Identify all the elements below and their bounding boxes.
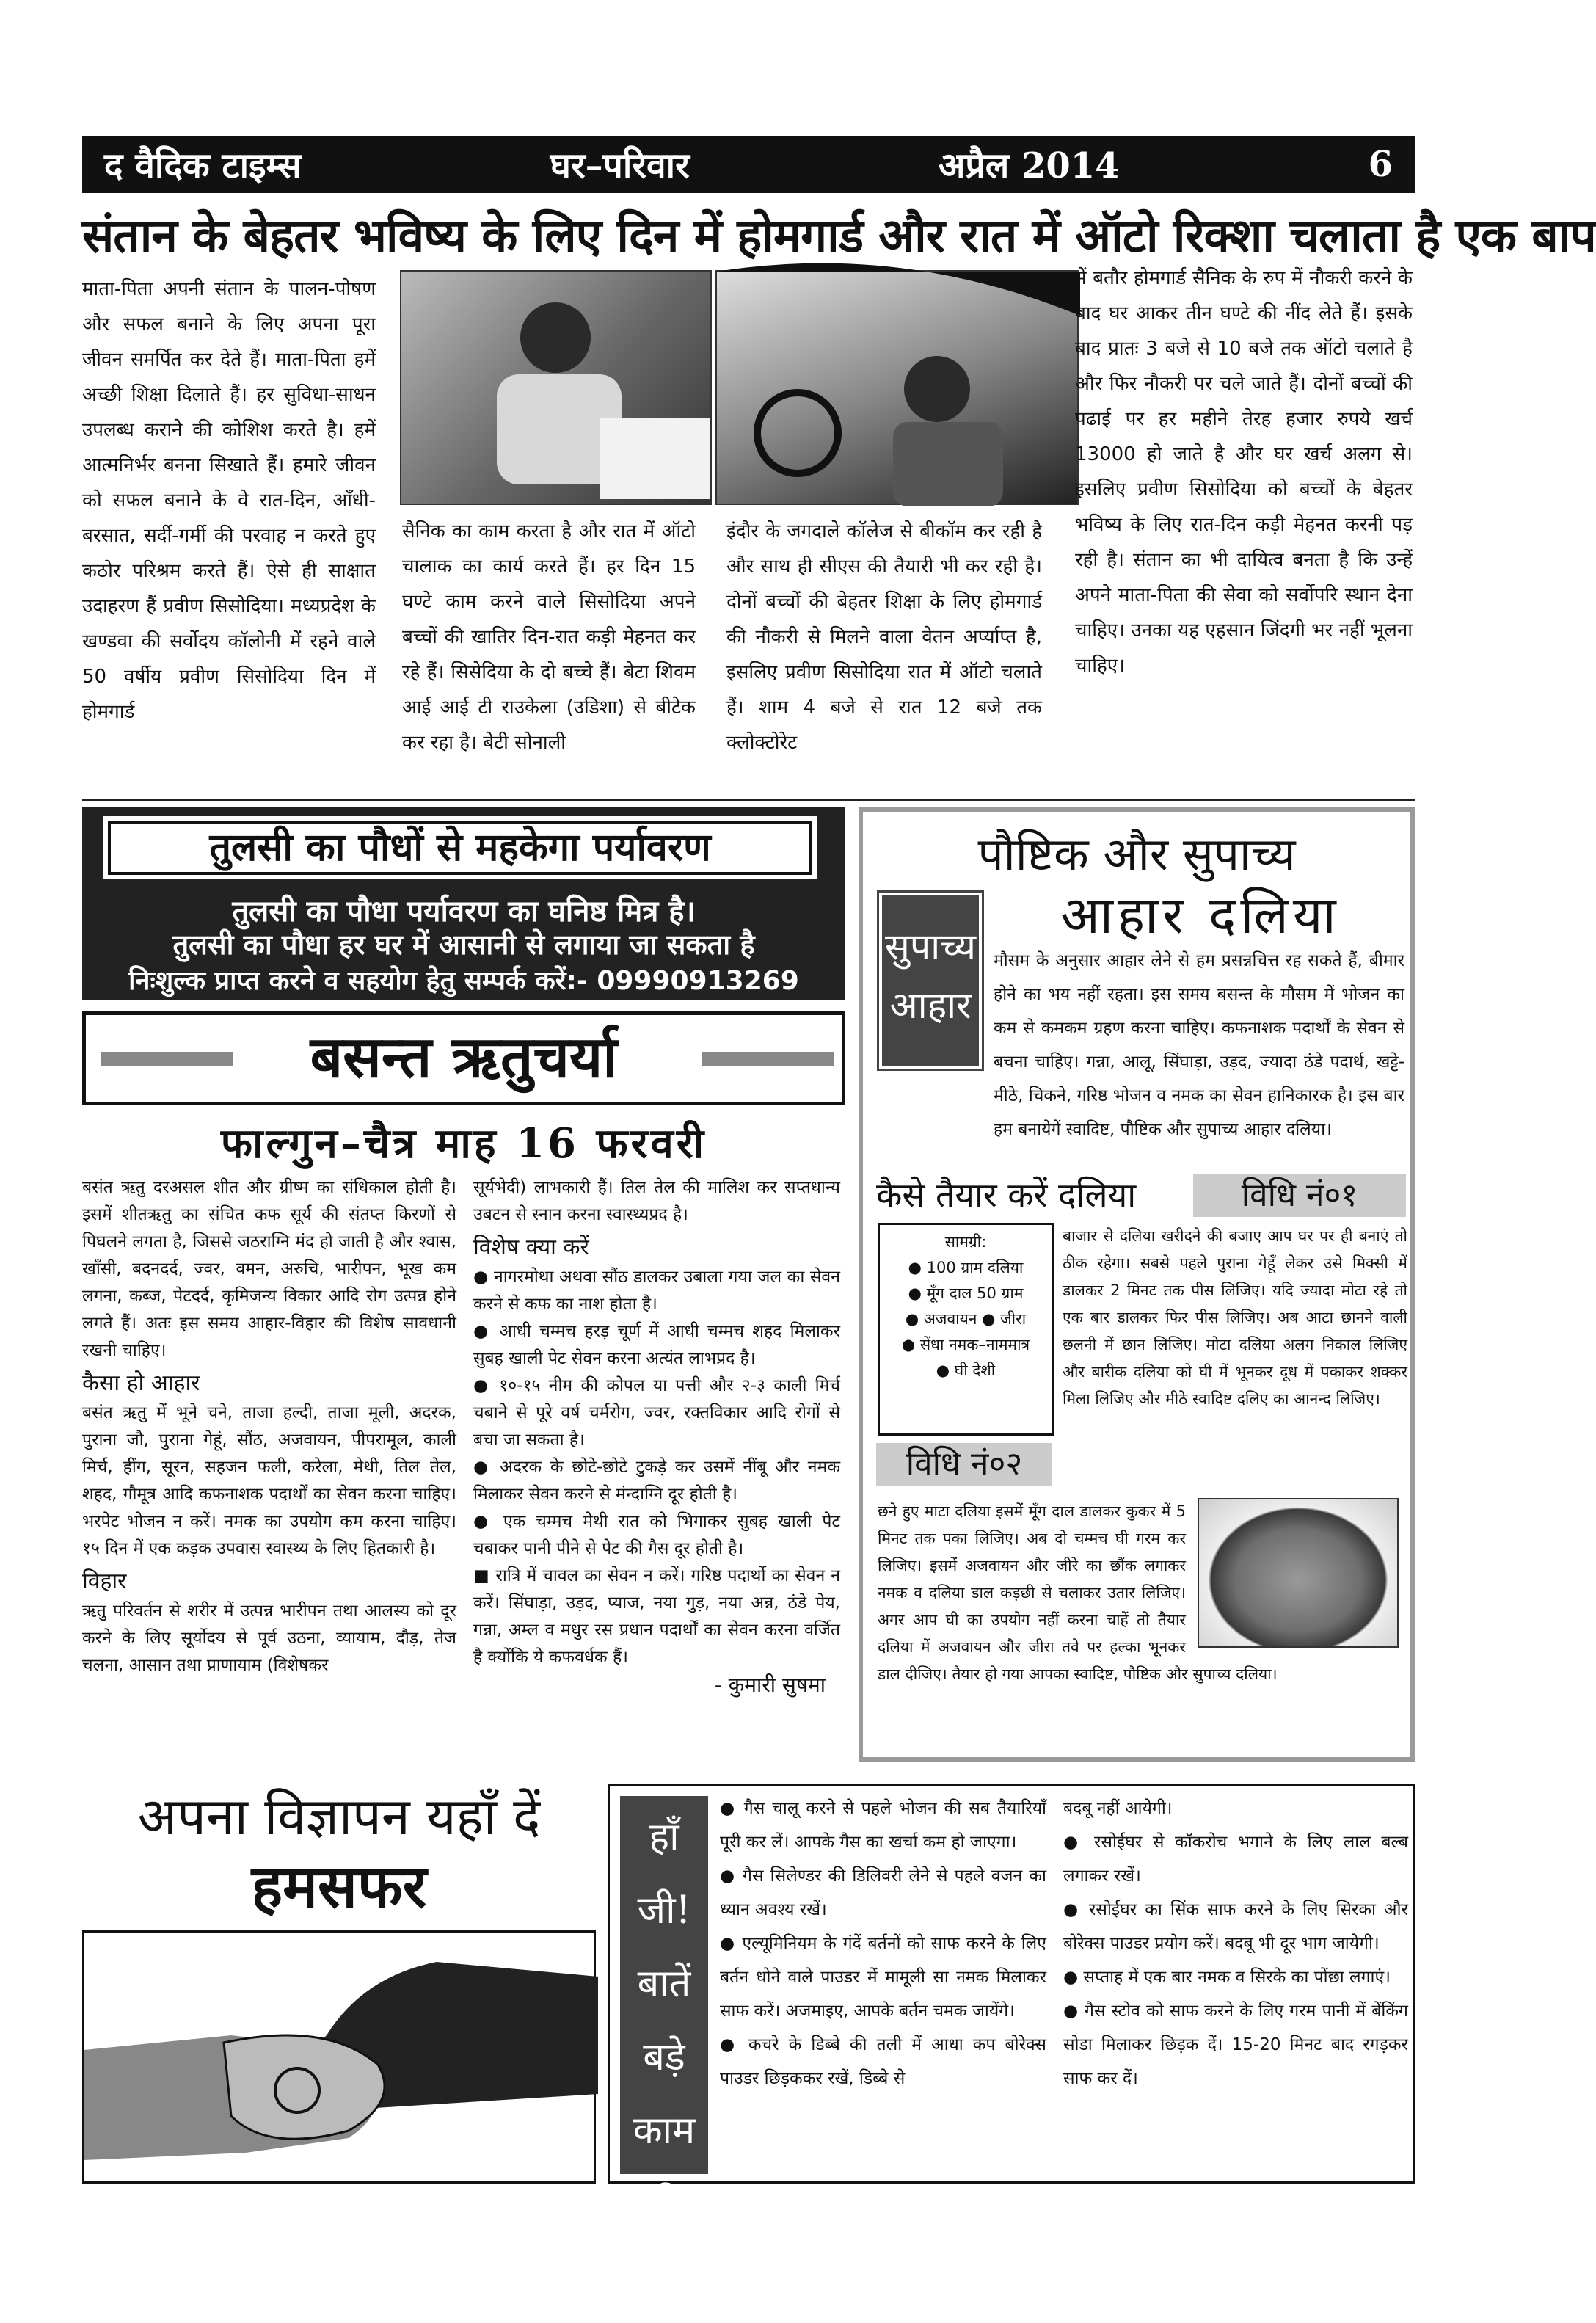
bullet-text: रात्रि में चावल का सेवन न करें। गरिष्ठ पदार्थो का सेवन न करें। सिंघाड़ा, उड़द, प्याज, नया गुड़, नया अन्न, ठंडे पेय, गन्ना, अम्ल व मधुर रस प्रधान पदार्थों का सेवन करना वर्जित है क्योंकि ये कफवर्धक हैं। xyxy=(473,1566,840,1667)
tip-item: ● सप्ताह में एक बार नमक व सिरके का पोंछा लगाएं। xyxy=(1063,1968,1391,1987)
section-divider xyxy=(82,799,1415,801)
tip-item: ● गैस सिलेण्डर की डिलिवरी लेने से पहले वजन का ध्यान अवश्य रखें। xyxy=(720,1866,1046,1919)
issue-date: अप्रैल 2014 xyxy=(938,145,1120,186)
tips-col-1 xyxy=(720,1792,1046,2181)
bullet-item: ● १०-१५ नीम की कोपल या पत्ती और २-३ काली मिर्च चबाने से पूरे वर्ष चर्मरोग, ज्वर, रक्तविकार आदि रोगों से बचा जा सकता है। xyxy=(473,1376,840,1450)
tip-item: ● रसोईघर से कॉकरोच भगाने के लिए लाल बल्ब लगाकर रखें। xyxy=(1063,1833,1408,1886)
how-heading: कैसे तैयार करें दलिया xyxy=(876,1175,1137,1215)
special-heading: विशेष क्या करें xyxy=(473,1235,589,1260)
basant-subtitle: फाल्गुन–चैत्र माह 16 फरवरी xyxy=(220,1119,707,1168)
daliya-intro-text: मौसम के अनुसार आहार लेने से हम प्रसन्नचित्त रह सकते हैं, बीमार होने का भय नहीं रहता। इस समय बसन्त के मौसम में भोजन का कम से कमकम ग्रहण करना चाहिए। कफनाशक पदार्थों के सेवन से बचना चाहिए। गन्ना, आलू, सिंघाड़ा, उड़द, ज्यादा ठंडे पदार्थ, खट्टे-मीठे, चिकने, गरिष्ठ भोजन व नमक का सेवन हानिकारक है। इस बार हम बनायेगें स्वादिष्ट, पौष्टिक और सुपाच्य आहार दलिया। xyxy=(994,951,1404,1139)
method-2-wrap xyxy=(878,1498,1399,1740)
handshake-illustration xyxy=(82,1930,596,2184)
handshake-icon xyxy=(84,1933,598,2186)
tip-text: गैस चालू करने से पहले भोजन की सब तैयारियाँ पूरी कर लें। आपके गैस का खर्चा कम हो जाएगा। xyxy=(720,1799,1046,1852)
ingredient-text: मूँग दाल 50 ग्राम xyxy=(926,1284,1024,1302)
tip-item: ● गैस चालू करने से पहले भोजन की सब तैयारियाँ पूरी कर लें। आपके गैस का खर्चा कम हो जाएगा। xyxy=(720,1799,1046,1852)
basant-col-2 xyxy=(473,1174,840,1754)
page-number: 6 xyxy=(1368,144,1393,185)
ingredient-item: ● घी देशी xyxy=(936,1362,996,1379)
bullet-text: एक चम्मच मेथी रात को भिगाकर सुबह खाली पेट चबाकर पानी पीने से पेट की गैस दूर होती है। xyxy=(473,1512,840,1558)
bullet-item: ■ रात्रि में चावल का सेवन न करें। गरिष्ठ पदार्थो का सेवन न करें। सिंघाड़ा, उड़द, प्याज, नया गुड़, नया अन्न, ठंडे पेय, गन्ना, अम्ल व मधुर रस प्रधान पदार्थों का सेवन करना वर्जित है क्योंकि ये कफवर्धक हैं। xyxy=(473,1566,840,1667)
lead-col-4: में बतौर होमगार्ड सैनिक के रुप में नौकरी करने के बाद घर आकर तीन घण्टे की नींद लेते हैं। इसके बाद प्रातः 3 बजे से 10 बजे तक ऑटो चलाते है और फिर नौकरी पर चले जाते हैं। दोनों बच्चों की पढाई पर हर महीने तेरह हजार रुपये खर्च 13000 हो जाते है और घर खर्च अलग से। इसलिए प्रवीण सिसोदिया को बच्चों के बेहतर भविष्य के लिए रात-दिन कड़ी मेहनत करनी पड़ रही है। संतान का भी दायित्व बनता है कि उन्हें अपने माता-पिता की सेवा को सर्वोपरि स्थान देना चाहिए। उनका यह एहसान जिंदगी भर नहीं भूलना चाहिए। xyxy=(1075,267,1413,677)
ahar-heading: कैसा हो आहार xyxy=(82,1370,200,1396)
daliya-box xyxy=(859,807,1415,1762)
supachya-ahar-label xyxy=(879,893,982,1069)
label-line-2: आहार xyxy=(889,984,972,1027)
ingredients-heading: सामग्री: xyxy=(944,1233,987,1251)
photo-auto-rickshaw-figure xyxy=(717,272,1080,506)
ingredient-text: जीरा xyxy=(1000,1310,1027,1328)
bullet-text: १०-१५ नीम की कोपल या पत्ती और २-३ काली मिर्च चबाने से पूरे वर्ष चर्मरोग, ज्वर, रक्तविकार आदि रोगों से बचा जा सकता है। xyxy=(473,1376,840,1450)
tulsi-ad-line-1: तुलसी का पौधा पर्यावरण का घनिष्ठ मित्र है। xyxy=(232,894,696,928)
basant-col2-top: सूर्यभेदी) लाभकारी हैं। तिल तेल की मालिश कर सप्तधान्य उबटन से स्नान करना स्वास्थ्यप्रद है। xyxy=(473,1178,840,1224)
ahar-text: बसंत ऋतु में भूने चने, ताजा हल्दी, ताजा मूली, अदरक, पुराना जौ, पुराना गेहूं, सौंठ, अजवायन, पीपरामूल, काली मिर्च, हींग, सूरन, सहजन फली, करेला, मेथी, तिल तेल, शहद, गौमूत्र आदि कफनाशक पदार्थों का सेवन करना चाहिए। भरपेट भोजन न करें। नमक का उपयोग कम करना चाहिए। १५ दिन में एक कड़क उपवास स्वास्थ्य के लिए हितकारी है। xyxy=(82,1403,456,1558)
photo-homeguard-phone-figure xyxy=(401,272,713,506)
ad-line-1: अपना विज्ञापन यहाँ दें xyxy=(137,1786,541,1847)
bullet-text: नागरमोथा अथवा सौंठ डालकर उबाला गया जल का सेवन करने से कफ का नाश होता है। xyxy=(473,1268,840,1314)
tulsi-ad-contact: निःशुल्क प्राप्त करने व सहयोग हेतु सम्पर्क करें:- 09990913269 xyxy=(128,966,799,996)
tips-box xyxy=(608,1784,1415,2226)
vihar-text: ऋतु परिवर्तन से शरीर में उत्पन्न भारीपन तथा आलस्य को दूर करने के लिए सूर्योदय से पूर्व उठना, व्यायाम, दौड़, तेज चलना, आसान तथा प्राणायाम (विशेषकर xyxy=(82,1602,456,1675)
method-1-label: विधि नं०१ xyxy=(1193,1174,1406,1217)
lead-col-1: माता-पिता अपनी संतान के पालन-पोषण और सफल बनाने के लिए अपना पूरा जीवन समर्पित कर देते हैं। माता-पिता हमें अच्छी शिक्षा दिलाते हैं। हर सुविधा-साधन उपलब्ध कराने की कोशिश करते है। हमें आत्मनिर्भर बनना सिखाते हैं। हमारे जीवन को सफल बनाने के वे रात-दिन, आँधी-बरसात, सर्दी-गर्मी की परवाह न करते हुए कठोर परिश्रम करते हैं। ऐसे ही साक्षात उदाहरण हैं प्रवीण सिसोदिया। मध्यप्रदेश के खण्डवा की सर्वोदय कॉलोनी में रहने वाले 50 वर्षीय प्रवीण सिसोदिया दिन में होमगार्ड xyxy=(82,278,376,723)
tip-item: ● कचरे के डिब्बे की तली में आधा कप बोरेक्स पाउडर छिड़ककर रखें, डिब्बे से xyxy=(720,2035,1046,2088)
bullet-item: ● आधी चम्मच हरड़ चूर्ण में आधी चम्मच शहद मिलाकर सुबह खाली पेट सेवन करना अत्यंत लाभप्रद है। xyxy=(473,1322,840,1368)
paper-name: द वैदिक टाइम्स xyxy=(104,145,302,186)
bullet-text: आधी चम्मच हरड़ चूर्ण में आधी चम्मच शहद मिलाकर सुबह खाली पेट सेवन करना अत्यंत लाभप्रद है। xyxy=(473,1322,840,1368)
ingredient-item: ● अजवायन ● जीरा xyxy=(905,1310,1027,1328)
tip-item: ● एल्यूमिनियम के गंदें बर्तनों को साफ करने के लिए बर्तन धोने वाले पाउडर में मामूली सा नमक मिलाकर साफ करें। अजमाइए, आपके बर्तन चमक जायेंगे। xyxy=(720,1934,1046,2021)
tip-text: गैस सिलेण्डर की डिलिवरी लेने से पहले वजन का ध्यान अवश्य रखें। xyxy=(720,1866,1046,1919)
tips-label-1: हाँ जी! xyxy=(637,1815,691,1933)
tulsi-ad-title: तुलसी का पौधों से महकेगा पर्यावरण xyxy=(108,821,812,875)
ingredient-text: घी देशी xyxy=(954,1362,996,1379)
tip-text: रसोईघर से कॉकरोच भगाने के लिए लाल बल्ब लगाकर रखें। xyxy=(1063,1833,1408,1886)
tip-text: सप्ताह में एक बार नमक व सिरके का पोंछा लगाएं। xyxy=(1083,1968,1391,1987)
vihar-heading: विहार xyxy=(82,1568,127,1594)
tulsi-ad-line-2: तुलसी का पौधा हर घर में आसानी से लगाया जा सकता है xyxy=(172,928,755,961)
method-2-label: विधि नं०२ xyxy=(876,1443,1052,1486)
tip-text: गैस स्टोव को साफ करने के लिए गरम पानी में बेंकिंग सोडा मिलाकर छिड़क दें। 15-20 मिनट बाद रगड़कर साफ कर दें। xyxy=(1063,2002,1408,2088)
ingredient-text: सेंधा नमक–नाममात्र xyxy=(919,1336,1030,1353)
daliya-title-line-2: आहार दलिया xyxy=(1060,885,1341,945)
tips-label-5: की xyxy=(644,2182,684,2226)
basant-col-1 xyxy=(82,1174,456,1754)
bullet-item: ● एक चम्मच मेथी रात को भिगाकर सुबह खाली पेट चबाकर पानी पीने से पेट की गैस दूर होती है। xyxy=(473,1512,840,1558)
bullet-text: अदरक के छोटे-छोटे टुकड़े कर उसमें नींबू और नमक मिलाकर सेवन करने से मंन्दाग्नि दूर होती है। xyxy=(473,1458,840,1504)
masthead xyxy=(82,136,1415,193)
lead-headline: संतान के बेहतर भविष्य के लिए दिन में होमगार्ड और रात में ऑटो रिक्शा चलाता है एक बाप xyxy=(82,208,1596,263)
basant-intro: बसंत ऋतु दरअसल शीत और ग्रीष्म का संधिकाल होती है। इसमें शीतऋतु का संचित कफ सूर्य की संतप्त किरणों से पिघलने लगता है, जिससे जठराग्नि मंद हो जाती है और श्वास, खाँसी, बदनदर्द, ज्वर, वमन, अरुचि, भारीपन, भूख कम लगना, कब्ज, पेटदर्द, कृमिजन्य विकार आदि रोग उत्पन्न होने लगते हैं। अतः इस समय आहार-विहार की विशेष सावधानी रखनी चाहिए। xyxy=(82,1178,456,1360)
basant-title-box xyxy=(82,1011,845,1105)
ingredient-text: अजवायन xyxy=(923,1310,977,1328)
method-1-text: बाजार से दलिया खरीदने की बजाए आप घर पर ही बनाएं तो ठीक रहेगा। सबसे पहले पुराना गेहूँ लेकर उसे मिक्सी में डालकर 2 मिनट तक पीस लिजिए। यदि ज्यादा मोटा रहे तो एक बार डालकर फिर पीस लिजिए। अब आटा छानने वाली छलनी में छान लिजिए। मोटा दलिया अलग निकाल लिजिए और बारीक दलिया को घी में भूनकर दूध में पकाकर शक्कर मिला लिजिए और मीठे स्वादिष्ट दलिए का आनन्द लिजिए। xyxy=(1063,1227,1407,1408)
photo-auto-rickshaw xyxy=(715,270,1079,505)
ingredient-item: ● 100 ग्राम दलिया xyxy=(908,1259,1024,1276)
tip-text: एल्यूमिनियम के गंदें बर्तनों को साफ करने के लिए बर्तन धोने वाले पाउडर में मामूली सा नमक मिलाकर साफ करें। अजमाइए, आपके बर्तन चमक जायेंगे। xyxy=(720,1934,1046,2021)
tips-col-2 xyxy=(1063,1792,1408,2181)
tip-item: ● गैस स्टोव को साफ करने के लिए गरम पानी में बेंकिंग सोडा मिलाकर छिड़क दें। 15-20 मिनट बाद रगड़कर साफ कर दें। xyxy=(1063,2002,1408,2088)
ingredients-box xyxy=(878,1223,1054,1436)
basant-title: बसन्त ऋतुचर्या xyxy=(310,1024,618,1091)
author-credit: - कुमारी सुषमा xyxy=(714,1673,826,1697)
tip-text: रसोईघर का सिंक साफ करने के लिए सिरका और बोरेक्स पाउडर प्रयोग करें। बदबू भी दूर भाग जायेगी। xyxy=(1063,1900,1408,1953)
tips-label-3: बड़े xyxy=(643,2035,685,2079)
ingredient-text: 100 ग्राम दलिया xyxy=(926,1259,1024,1276)
tips-label-2: बातें xyxy=(637,1962,691,2006)
lead-col-2: सैनिक का काम करता है और रात में ऑटो चालाक का कार्य करते हैं। हर दिन 15 घण्टे काम करने वाले सिसोदिया अपने बच्चों की खातिर दिन-रात कड़ी मेहनत कर रहे हैं। सिसेदिया के दो बच्चे हैं। बेटा शिवम आई आई टी राउकेला (उडिशा) से बीटेक कर रहा है। बेटी सोनाली xyxy=(402,520,696,754)
photo-homeguard-phone xyxy=(400,270,712,505)
tip-item: ● रसोईघर का सिंक साफ करने के लिए सिरका और बोरेक्स पाउडर प्रयोग करें। बदबू भी दूर भाग जायेगी। xyxy=(1063,1900,1408,1953)
ingredient-item: ● मूँग दाल 50 ग्राम xyxy=(908,1284,1024,1302)
bullet-item: ● अदरक के छोटे-छोटे टुकड़े कर उसमें नींबू और नमक मिलाकर सेवन करने से मंन्दाग्नि दूर होती है। xyxy=(473,1458,840,1504)
method-2-text: छने हुए माटा दलिया इसमें मूँग दाल डालकर कुकर में 5 मिनट तक पका लिजिए। अब दो चम्मच घी गरम कर लिजिए। इसमें अजवायन और जीरे का छौंक लगाकर नमक व दलिया डाल कड़छी से चलाकर उतार लिजिए। अगर आप घी का उपयोग नहीं करना चाहें तो तैयार दलिया में अजवायन और जीरा तवे पर हल्का भूनकर डाल दीजिए। तैयार हो गया आपका स्वादिष्ट, पौष्टिक और सुपाच्य दलिया। xyxy=(878,1502,1278,1683)
label-line-1: सुपाच्य xyxy=(885,926,976,968)
tip-continuation: बदबू नहीं आयेगी। xyxy=(1063,1799,1173,1818)
tulsi-ad xyxy=(82,807,845,1000)
tip-text: कचरे के डिब्बे की तली में आधा कप बोरेक्स पाउडर छिड़ककर रखें, डिब्बे से xyxy=(720,2035,1046,2088)
lead-col-3: इंदौर के जगदाले कॉलेज से बीकॉम कर रही है और साथ ही सीएस की तैयारी भी कर रही है। दोनों बच्चों की बेहतर शिक्षा के लिए होमगार्ड की नौकरी से मिलने वाला वेतन अर्प्याप्त है, इसलिए प्रवीण सिसोदिया रात में ऑटो चलाते हैं। शाम 4 बजे से रात 12 बजे तक क्लोक्टोरेट xyxy=(726,520,1042,754)
tips-label-4: काम xyxy=(633,2109,696,2153)
bullet-item: ● नागरमोथा अथवा सौंठ डालकर उबाला गया जल का सेवन करने से कफ का नाश होता है। xyxy=(473,1268,840,1314)
section-name: घर–परिवार xyxy=(550,145,690,186)
daliya-title-line-1: पौष्टिक और सुपाच्य xyxy=(977,827,1296,881)
daliya-bowl-photo xyxy=(1198,1498,1399,1648)
tips-label xyxy=(620,1796,708,2226)
ingredient-item: ● सेंधा नमक–नाममात्र xyxy=(901,1336,1030,1353)
ad-line-2: हमसफर xyxy=(251,1852,427,1921)
